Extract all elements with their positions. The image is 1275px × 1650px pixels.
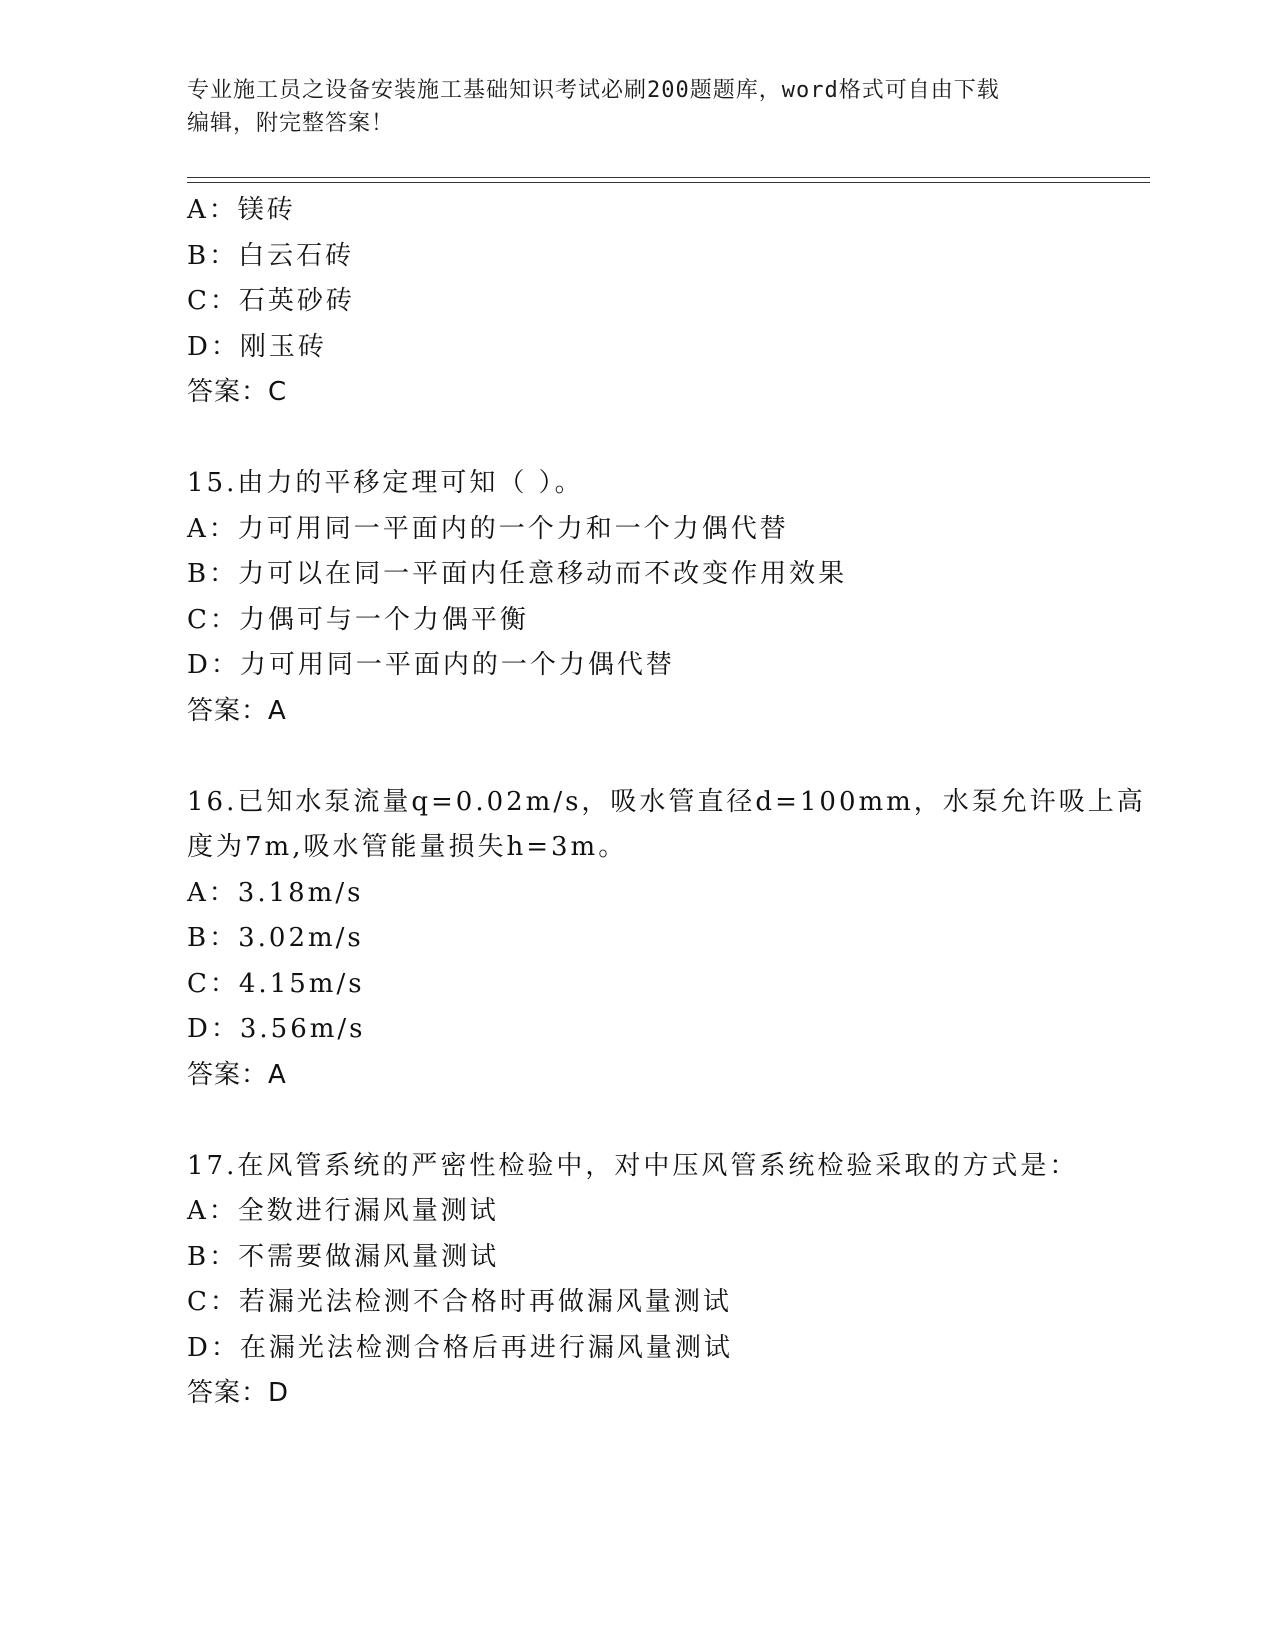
option-d: D：刚玉砖 [187,331,327,362]
document-header [187,74,1067,140]
option-a: A：力可用同一平面内的一个力和一个力偶代替 [187,513,789,544]
answer: 答案：D [187,1378,290,1408]
answer: 答案：A [187,1059,287,1090]
option-b: B：不需要做漏风量测试 [187,1241,500,1272]
answer: 答案：C [187,377,288,407]
question-stem-line-2: 度为7m,吸水管能量损失h=3m。 [187,832,628,862]
option-a: A：3.18m/s [187,877,364,908]
option-c: C：4.15m/s [187,968,365,999]
header-divider-bottom [187,182,1150,183]
question-stem: 17.在风管系统的严密性检验中，对中压风管系统检验采取的方式是： [187,1150,1079,1181]
spacer [187,734,1087,780]
question-14 [187,188,1087,416]
option-a: A：全数进行漏风量测试 [187,1196,499,1226]
option-a: A：镁砖 [187,195,296,225]
option-b: B：力可以在同一平面内任意移动而不改变作用效果 [187,559,848,589]
option-c: C：力偶可与一个力偶平衡 [187,604,529,635]
spacer [187,416,1087,462]
option-b: B：3.02m/s [187,923,364,953]
option-d: D：在漏光法检测合格后再进行漏风量测试 [187,1332,733,1363]
option-b: B：白云石砖 [187,240,355,271]
question-stem: 15.由力的平移定理可知（ ）。 [187,468,584,498]
option-d: D：3.56m/s [187,1014,366,1044]
header-divider-top [187,177,1150,178]
question-17 [187,1144,1087,1417]
option-c: C：若漏光法检测不合格时再做漏风量测试 [187,1287,732,1317]
header-line-1: 专业施工员之设备安装施工基础知识考试必刷200题题库，word格式可自由下载 [187,78,1000,103]
header-line-2: 编辑，附完整答案！ [187,111,395,136]
question-list [187,188,1146,1417]
option-d: D：力可用同一平面内的一个力偶代替 [187,650,675,680]
spacer [187,1098,1087,1144]
question-15 [187,461,1087,734]
answer: 答案：A [187,695,287,726]
option-c: C：石英砂砖 [187,286,355,316]
question-16 [187,780,1146,1099]
question-stem-line-1: 16.已知水泵流量q=0.02m/s，吸水管直径d=100mm，水泵允许吸上高 [187,786,1146,817]
